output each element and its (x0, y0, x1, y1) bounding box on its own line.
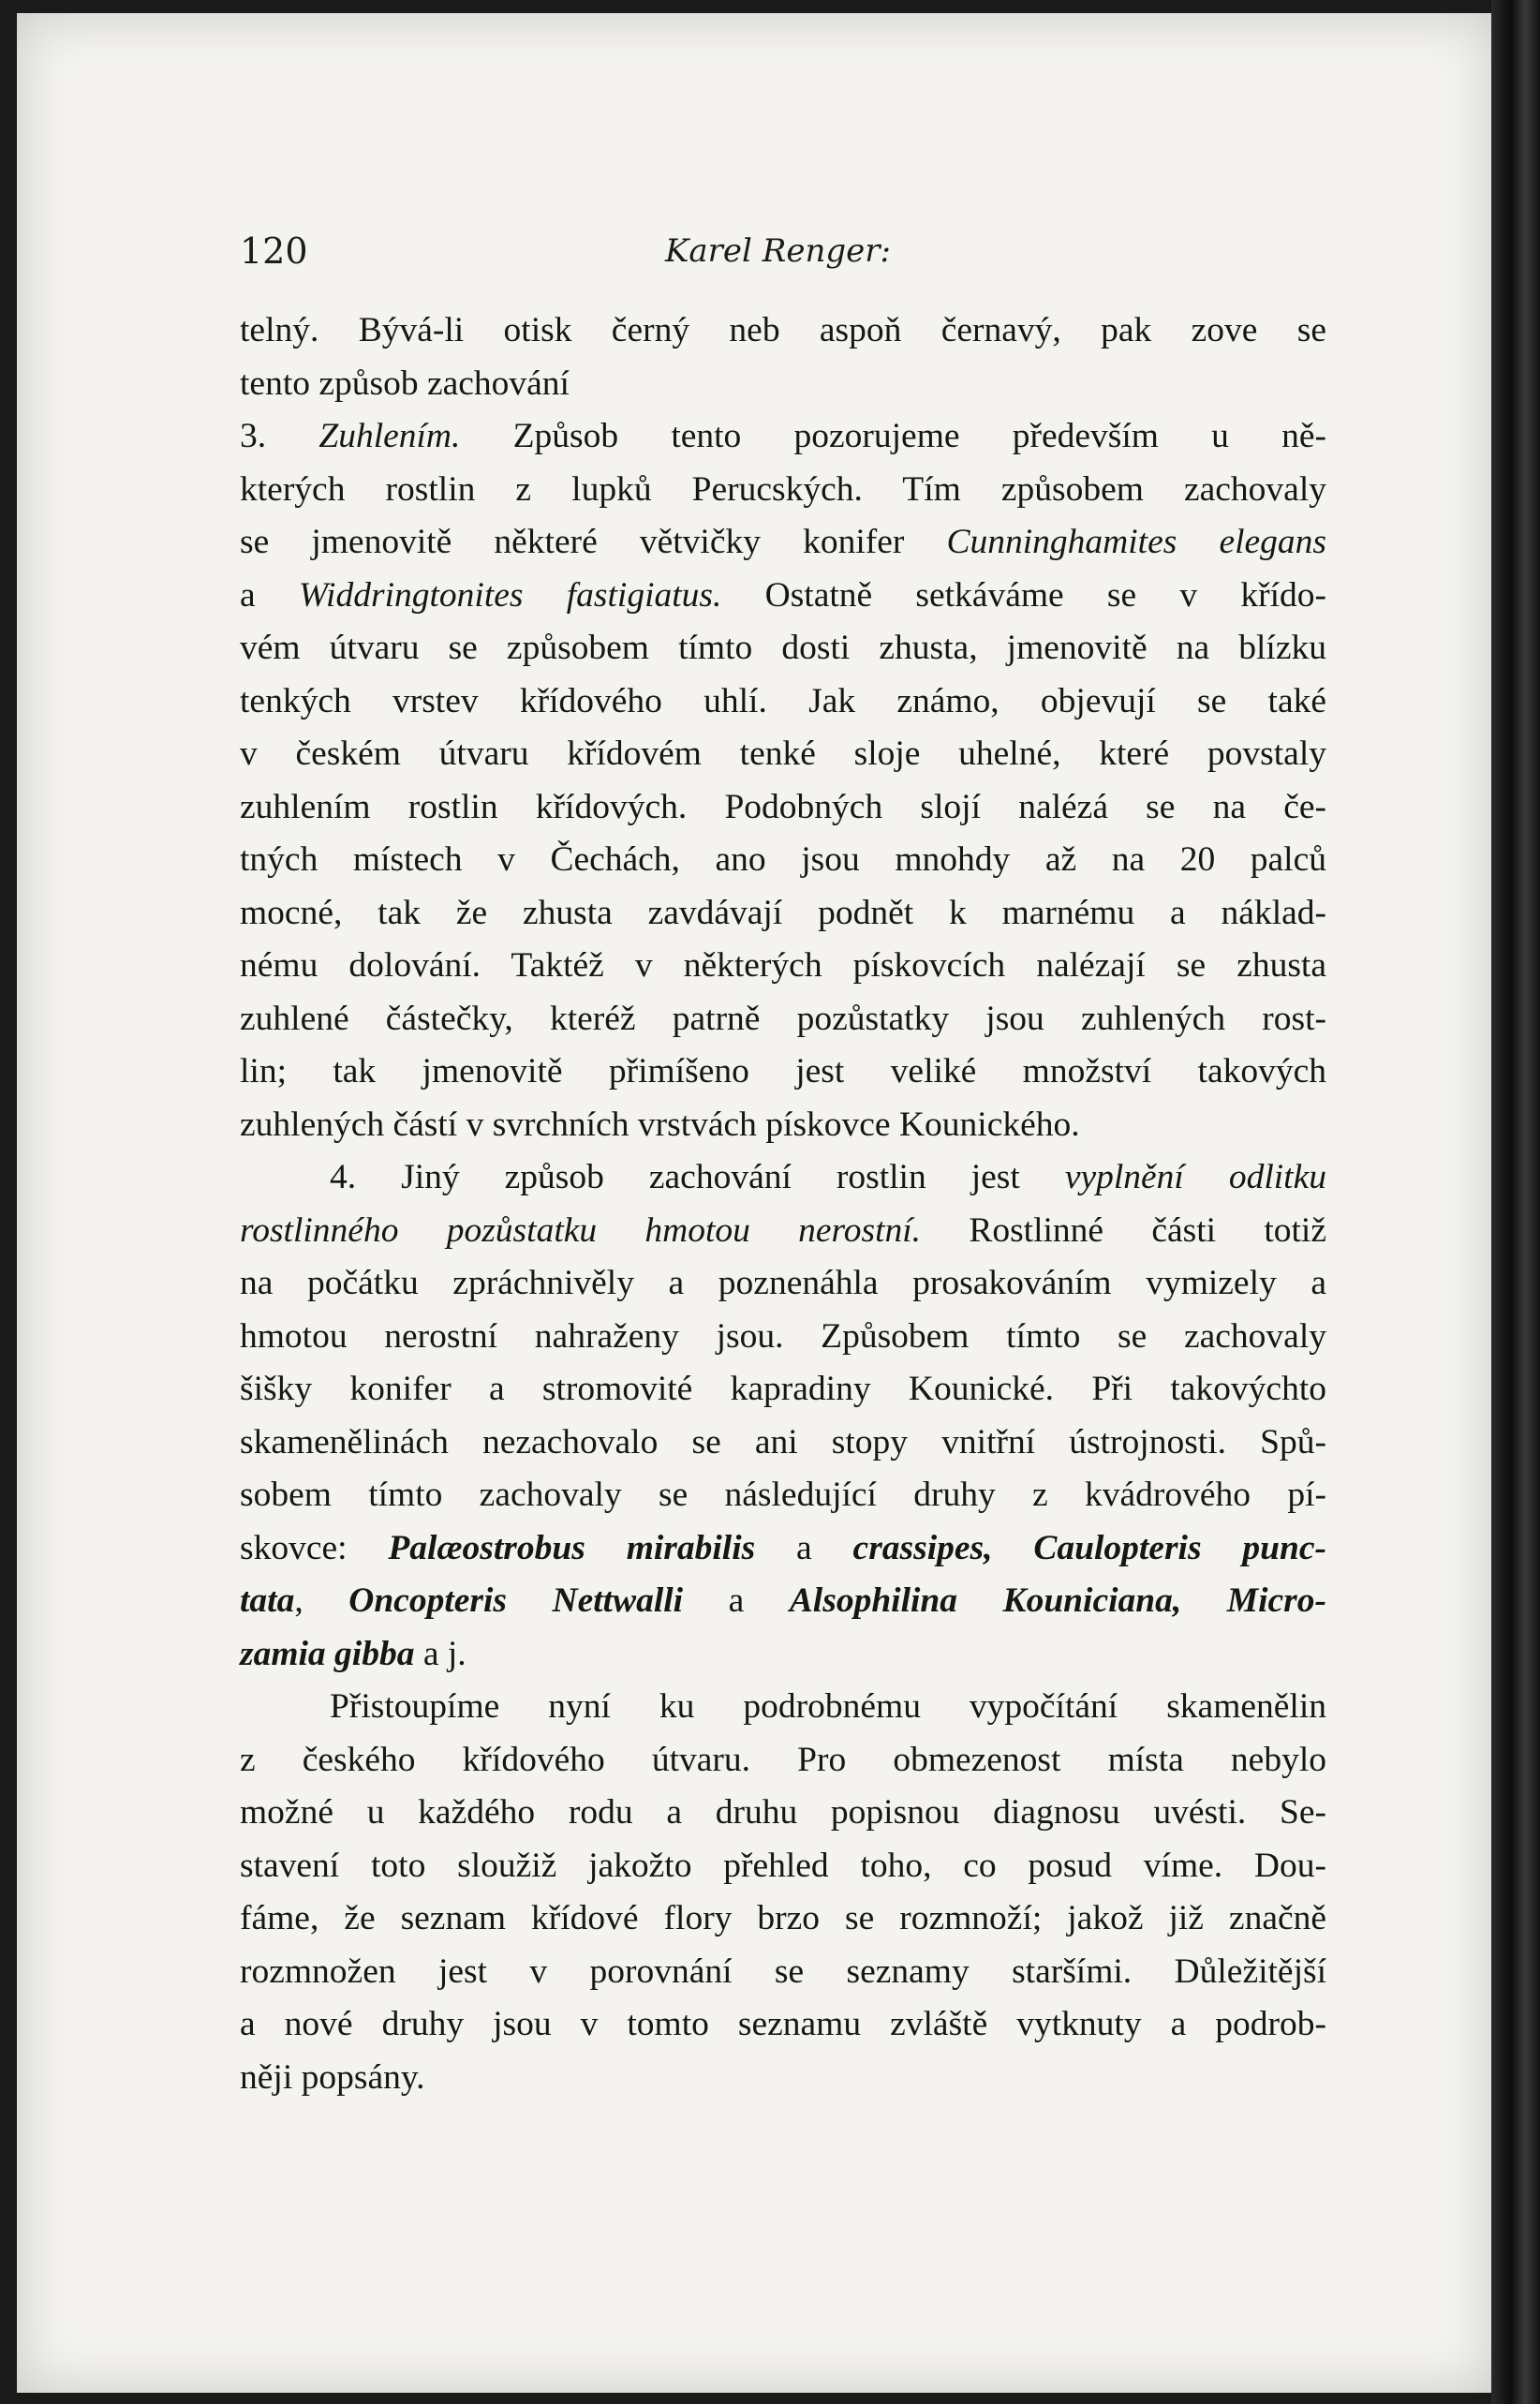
text-run: rozmnožen jest v porovnání se seznamy staršími. Důležitější (240, 1951, 1326, 1991)
text-run: tenkých vrstev křídového uhlí. Jak známo, objevují se také (240, 681, 1326, 720)
text-line (240, 1734, 1326, 1788)
text-line (240, 622, 1326, 675)
page-edge-shadow (1491, 0, 1540, 2404)
text-line (240, 781, 1326, 835)
text-run: 4. Jiný způsob zachování rostlin jest (330, 1158, 1065, 1196)
text-run: Rostlinné části totiž (921, 1210, 1326, 1250)
text-run: fáme, že seznam křídové flory brzo se rozmnoží; jakož již značně (240, 1899, 1326, 1937)
text-run: , (294, 1581, 349, 1620)
text-line (240, 834, 1326, 887)
text-run: Ostatně setkáváme se v křído- (721, 575, 1326, 615)
text-run: a (755, 1528, 853, 1567)
text-line (240, 728, 1326, 781)
text-line (240, 887, 1326, 941)
text-run: mocné, tak že zhusta zavdávají podnět k marnému a náklad- (240, 893, 1326, 932)
text-run: Způsob tento pozorujeme především u ně- (460, 417, 1326, 455)
text-run: se jmenovitě některé větvičky konifer (240, 523, 947, 561)
text-line (240, 1046, 1326, 1099)
text-run: a nové druhy jsou v tomto seznamu zvláště vytknuty a podrob- (240, 2005, 1326, 2043)
text-line (240, 1575, 1326, 1628)
text-run: zuhlením rostlin křídových. Podobných slojí nalézá se na če- (240, 787, 1326, 826)
text-run: a (240, 575, 299, 615)
text-line (240, 410, 1326, 464)
text-line (240, 1840, 1326, 1893)
text-run: a (683, 1581, 790, 1620)
text-run: skamenělinách nezachovalo se ani stopy vnitřní ústrojnosti. Spů- (240, 1422, 1326, 1462)
text-line (240, 1257, 1326, 1311)
running-title: Karel Renger: (665, 232, 891, 270)
text-run: telný. Bývá-li otisk černý neb aspoň černavý, pak zove se (240, 311, 1326, 349)
taxon-name: Oncopteris Nettwalli (348, 1581, 684, 1620)
text-line (240, 464, 1326, 517)
text-line (240, 516, 1326, 570)
text-line (240, 1628, 1326, 1682)
text-run: z českého křídového útvaru. Pro obmezenost místa nebylo (240, 1740, 1326, 1779)
text-run: něji popsány. (240, 2057, 425, 2097)
text-line (240, 1946, 1326, 1999)
taxon-name: zamia gibba (240, 1634, 415, 1673)
text-run: 3. (240, 417, 319, 455)
text-run: tento způsob zachování (240, 364, 570, 403)
text-run: a j. (414, 1634, 466, 1673)
text-run: Přistoupíme nyní ku podrobnému vypočítání skamenělin (330, 1687, 1326, 1726)
body-text (240, 304, 1326, 2104)
taxon-name: rostlinného pozůstatku hmotou nerostní. (240, 1210, 922, 1250)
text-run: kterých rostlin z lupků Perucských. Tím způsobem zachovaly (240, 469, 1326, 509)
text-run: hmotou nerostní nahraženy jsou. Způsobem tímto se zachovaly (240, 1316, 1326, 1356)
taxon-name: Widdringtonites fastigiatus. (298, 575, 722, 615)
text-line (240, 940, 1326, 993)
text-run: nému dolování. Taktéž v některých pískovcích nalézají se zhusta (240, 946, 1326, 985)
text-line (240, 1469, 1326, 1522)
text-run: sobem tímto zachovaly se následující druhy z kvádrového pí- (240, 1476, 1326, 1514)
text-line (240, 993, 1326, 1046)
text-run: šišky konifer a stromovité kapradiny Kounické. Při takovýchto (240, 1370, 1326, 1408)
taxon-name: crassipes, Caulopteris punc- (852, 1528, 1326, 1567)
text-run: stavení toto sloužiž jakožto přehled toho, co posud víme. Dou- (240, 1846, 1326, 1885)
text-run: skovce: (240, 1528, 389, 1567)
text-run: v českém útvaru křídovém tenké sloje uhelné, které povstaly (240, 735, 1326, 773)
text-line (240, 1998, 1326, 2052)
taxon-name: vyplnění odlitku (1064, 1158, 1326, 1196)
taxon-name: tata (240, 1581, 295, 1620)
page-header (240, 230, 1326, 287)
text-run: vém útvaru se způsobem tímto dosti zhusta, jmenovitě na blízku (240, 629, 1326, 667)
text-run: možné u každého rodu a druhu popisnou diagnosu uvésti. Se- (240, 1793, 1326, 1832)
text-line (240, 675, 1326, 729)
taxon-name: Zuhlením. (318, 417, 461, 455)
text-line (240, 1099, 1326, 1152)
text-line (240, 358, 1326, 411)
text-line (240, 1892, 1326, 1946)
text-run: tných místech v Čechách, ano jsou mnohdy až na 20 palců (240, 840, 1326, 879)
text-line (240, 1522, 1326, 1576)
text-line (240, 570, 1326, 623)
page-number: 120 (240, 230, 308, 272)
text-line (240, 1787, 1326, 1840)
text-line (240, 1417, 1326, 1470)
text-run: lin; tak jmenovitě přimíšeno jest veliké množství takových (240, 1052, 1326, 1091)
text-run: zuhlených částí v svrchních vrstvách pískovce Kounického. (240, 1105, 1080, 1144)
text-run: zuhlené částečky, kteréž patrně pozůstatky jsou zuhlených rost- (240, 999, 1326, 1038)
text-line (240, 304, 1326, 358)
text-line (240, 1311, 1326, 1364)
text-line (240, 1363, 1326, 1417)
text-line (240, 1151, 1326, 1205)
taxon-name: Alsophilina Kouniciana, Micro- (789, 1581, 1326, 1620)
taxon-name: Cunninghamites elegans (946, 523, 1326, 561)
text-run: na počátku zpráchnivěly a poznenáhla prosakováním vymizely a (240, 1264, 1326, 1302)
taxon-name: Palæostrobus mirabilis (388, 1528, 756, 1567)
text-line (240, 2052, 1326, 2105)
text-line (240, 1205, 1326, 1258)
text-line (240, 1681, 1326, 1734)
